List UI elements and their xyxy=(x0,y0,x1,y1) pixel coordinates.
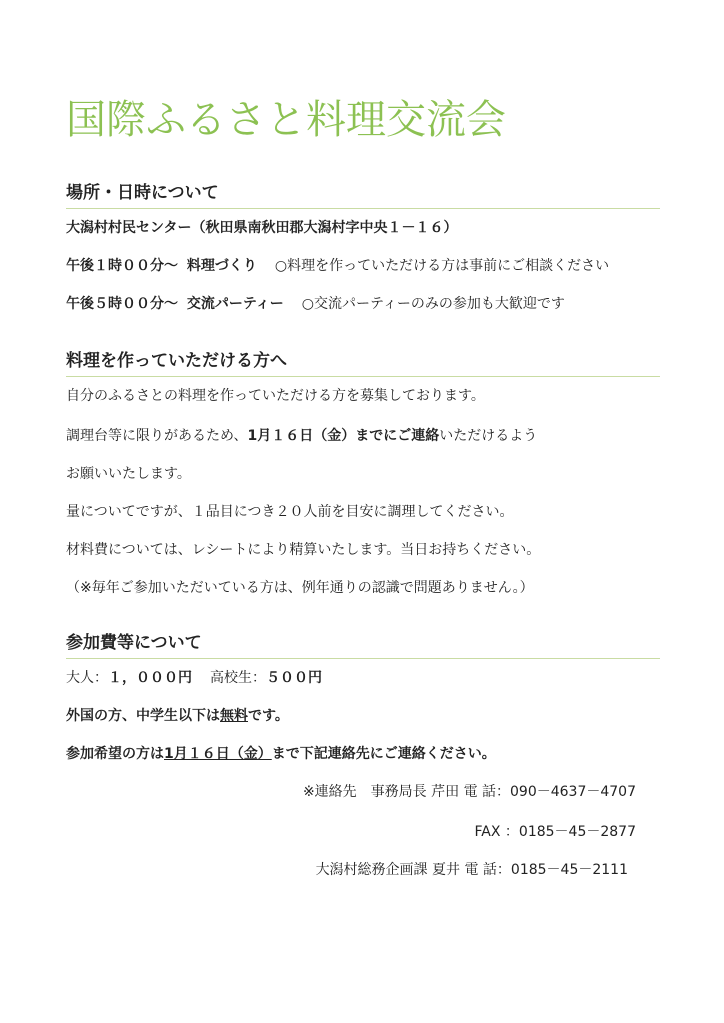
contact-line-3: 大潟村総務企画課 夏井 電 話：0185－45－2111 xyxy=(315,862,628,878)
schedule-time: 午後１時００分～ xyxy=(66,258,178,274)
schedule-note: ○料理を作っていただける方は事前にご相談ください xyxy=(274,258,610,274)
section-cooks xyxy=(66,350,660,377)
contact-line-1: ※連絡先 事務局長 芹田 電 話：090－4637－4707 xyxy=(302,784,636,800)
adult-fee: １，０００円 xyxy=(108,670,192,686)
paragraph-line xyxy=(66,426,537,446)
paragraph-line: 材料費については、レシートにより精算いたします。当日お持ちください。 xyxy=(66,542,541,558)
highschool-fee: ５００円 xyxy=(266,670,322,686)
text-span: 参加希望の方は xyxy=(66,746,164,762)
text-span: です。 xyxy=(248,708,289,724)
text-span: まで下記連絡先にご連絡ください。 xyxy=(271,746,496,762)
contact-line-2: FAX ：0185－45－2877 xyxy=(474,824,636,840)
page-title: 国際ふるさと料理交流会 xyxy=(66,97,506,143)
text-span: 外国の方、中学生以下は xyxy=(66,708,220,724)
free-notice xyxy=(66,706,289,726)
schedule-event: 料理づくり xyxy=(186,258,257,274)
schedule-row-party xyxy=(66,294,565,314)
schedule-row-cooking xyxy=(66,256,609,276)
deadline-text: 1月１６日（金）までにご連絡 xyxy=(247,428,440,444)
free-word: 無料 xyxy=(220,708,248,724)
paragraph-line: （※毎年ご参加いただいている方は、例年通りの認識で問題ありません。） xyxy=(66,580,534,596)
text-span: いただけるよう xyxy=(439,428,538,444)
paragraph-line: 量についてですが、１品目につき２０人前を目安に調理してください。 xyxy=(66,504,514,520)
section-heading: 場所・日時について xyxy=(66,182,660,209)
schedule-time: 午後５時００分～ xyxy=(66,296,178,312)
fee-row xyxy=(66,668,322,688)
section-heading: 料理を作っていただける方へ xyxy=(66,350,660,377)
paragraph-line: 自分のふるさとの料理を作っていただける方を募集しております。 xyxy=(66,388,485,404)
apply-deadline: 1月１６日（金） xyxy=(164,746,272,762)
section-heading: 参加費等について xyxy=(66,632,660,659)
adult-label: 大人： xyxy=(66,670,108,686)
apply-notice xyxy=(66,744,496,764)
paragraph-line: お願いいたします。 xyxy=(66,466,191,482)
section-venue-datetime xyxy=(66,182,660,209)
venue-text: 大潟村村民センター（秋田県南秋田郡大潟村字中央１－１６） xyxy=(66,220,458,236)
text-span: 調理台等に限りがあるため、 xyxy=(66,428,248,444)
schedule-event: 交流パーティー xyxy=(186,296,284,312)
section-fees xyxy=(66,632,660,659)
highschool-label: 高校生： xyxy=(210,670,266,686)
schedule-note: ○交流パーティーのみの参加も大歓迎です xyxy=(301,296,565,312)
